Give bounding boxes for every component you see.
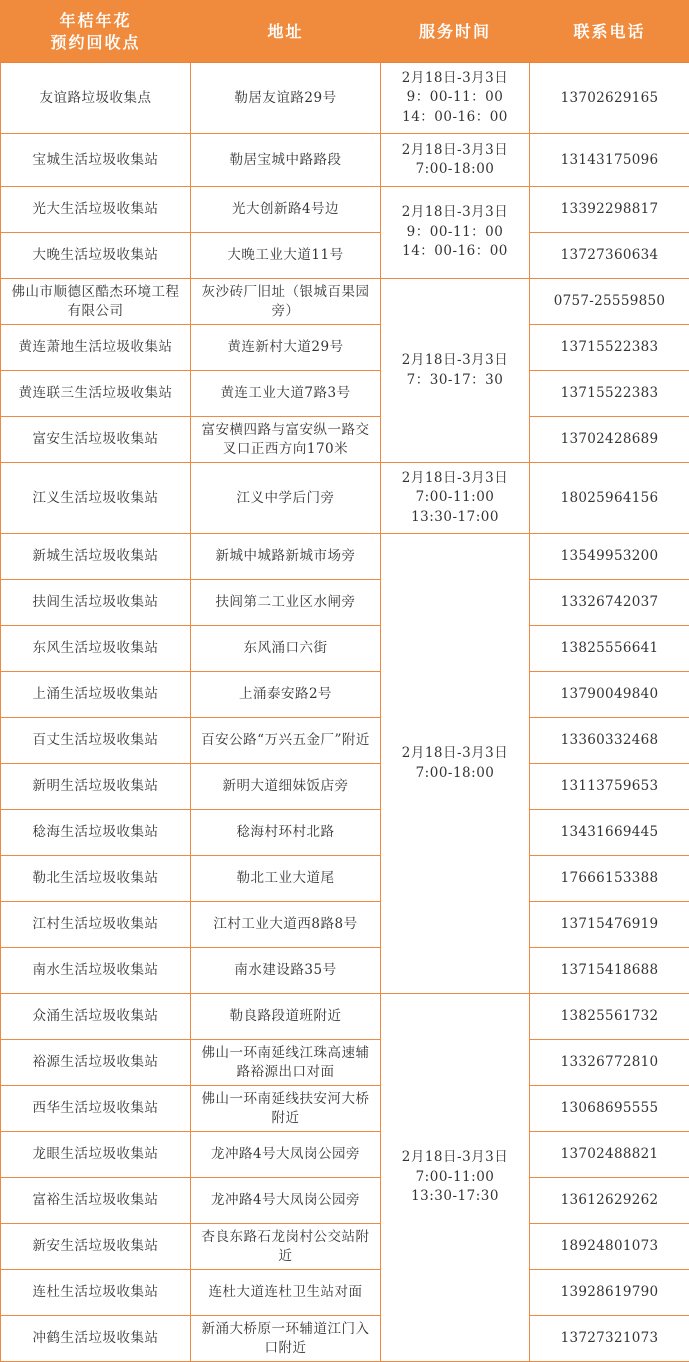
point-address: 勒良路段道班附近 xyxy=(191,994,381,1040)
phone-number: 13360332468 xyxy=(530,718,689,764)
table-row xyxy=(1,718,689,764)
point-address: 佛山一环南延线江珠高速辅路裕源出口对面 xyxy=(191,1040,381,1086)
service-time: 2月18日-3月3日 7:00-11:00 13:30-17:30 xyxy=(381,994,530,1362)
point-name: 东风生活垃圾收集站 xyxy=(1,626,191,672)
table-row xyxy=(1,580,689,626)
point-address: 江村工业大道西8路8号 xyxy=(191,902,381,948)
point-name: 西华生活垃圾收集站 xyxy=(1,1086,191,1132)
point-address: 新城中城路新城市场旁 xyxy=(191,534,381,580)
point-address: 勒北工业大道尾 xyxy=(191,856,381,902)
phone-number: 13715418688 xyxy=(530,948,689,994)
table-row xyxy=(1,134,689,187)
phone-number: 13715476919 xyxy=(530,902,689,948)
table-row xyxy=(1,1270,689,1316)
phone-number: 13326742037 xyxy=(530,580,689,626)
point-address: 东风涌口六街 xyxy=(191,626,381,672)
point-name: 扶闾生活垃圾收集站 xyxy=(1,580,191,626)
point-address: 黄连新村大道29号 xyxy=(191,325,381,371)
point-address: 新明大道细妹饭店旁 xyxy=(191,764,381,810)
point-address: 勒居宝城中路路段 xyxy=(191,134,381,187)
phone-number: 13727321073 xyxy=(530,1316,689,1362)
phone-number: 13702488821 xyxy=(530,1132,689,1178)
table-row xyxy=(1,1086,689,1132)
table-row xyxy=(1,994,689,1040)
point-address: 龙冲路4号大凤岗公园旁 xyxy=(191,1132,381,1178)
service-time: 2月18日-3月3日 9：00-11：00 14：00-16：00 xyxy=(381,63,530,134)
phone-number: 18025964156 xyxy=(530,463,689,534)
point-name: 大晚生活垃圾收集站 xyxy=(1,233,191,279)
phone-number: 13715522383 xyxy=(530,371,689,417)
point-name: 江村生活垃圾收集站 xyxy=(1,902,191,948)
phone-number: 13143175096 xyxy=(530,134,689,187)
service-time: 2月18日-3月3日 7:00-18:00 xyxy=(381,134,530,187)
point-address: 大晚工业大道11号 xyxy=(191,233,381,279)
table-row xyxy=(1,1178,689,1224)
point-address: 杏良东路石龙岗村公交站附近 xyxy=(191,1224,381,1270)
point-name: 新明生活垃圾收集站 xyxy=(1,764,191,810)
point-address: 佛山一环南延线扶安河大桥附近 xyxy=(191,1086,381,1132)
phone-number: 18924801073 xyxy=(530,1224,689,1270)
table-row xyxy=(1,626,689,672)
table-row xyxy=(1,233,689,279)
phone-number: 13928619790 xyxy=(530,1270,689,1316)
point-address: 龙冲路4号大凤岗公园旁 xyxy=(191,1178,381,1224)
point-name: 稔海生活垃圾收集站 xyxy=(1,810,191,856)
point-name: 百丈生活垃圾收集站 xyxy=(1,718,191,764)
point-name: 宝城生活垃圾收集站 xyxy=(1,134,191,187)
point-address: 富安横四路与富安纵一路交叉口正西方向170米 xyxy=(191,417,381,463)
phone-number: 13113759653 xyxy=(530,764,689,810)
table-row xyxy=(1,948,689,994)
point-name: 黄连萧地生活垃圾收集站 xyxy=(1,325,191,371)
point-name: 光大生活垃圾收集站 xyxy=(1,187,191,233)
point-name: 南水生活垃圾收集站 xyxy=(1,948,191,994)
phone-number: 13790049840 xyxy=(530,672,689,718)
table-row xyxy=(1,325,689,371)
header-service-time: 服务时间 xyxy=(381,1,530,63)
phone-number: 13702629165 xyxy=(530,63,689,134)
phone-number: 13068695555 xyxy=(530,1086,689,1132)
point-name: 富裕生活垃圾收集站 xyxy=(1,1178,191,1224)
point-address: 新涌大桥原一环辅道江门入口附近 xyxy=(191,1316,381,1362)
table-row xyxy=(1,1316,689,1362)
point-name: 冲鹤生活垃圾收集站 xyxy=(1,1316,191,1362)
point-name: 新城生活垃圾收集站 xyxy=(1,534,191,580)
point-name: 友谊路垃圾收集点 xyxy=(1,63,191,134)
phone-number: 13715522383 xyxy=(530,325,689,371)
phone-number: 13702428689 xyxy=(530,417,689,463)
point-name: 富安生活垃圾收集站 xyxy=(1,417,191,463)
table-row xyxy=(1,1132,689,1178)
table-row xyxy=(1,810,689,856)
phone-number: 13612629262 xyxy=(530,1178,689,1224)
point-address: 南水建设路35号 xyxy=(191,948,381,994)
point-name: 勒北生活垃圾收集站 xyxy=(1,856,191,902)
point-name: 江义生活垃圾收集站 xyxy=(1,463,191,534)
point-address: 光大创新路4号边 xyxy=(191,187,381,233)
phone-number: 13825556641 xyxy=(530,626,689,672)
service-time: 2月18日-3月3日 7:00-11:00 13:30-17:00 xyxy=(381,463,530,534)
table-row xyxy=(1,371,689,417)
phone-number: 13727360634 xyxy=(530,233,689,279)
table-row xyxy=(1,417,689,463)
service-time: 2月18日-3月3日 7：30-17：30 xyxy=(381,279,530,463)
point-address: 黄连工业大道7路3号 xyxy=(191,371,381,417)
point-name: 连杜生活垃圾收集站 xyxy=(1,1270,191,1316)
point-address: 连杜大道连杜卫生站对面 xyxy=(191,1270,381,1316)
table-row xyxy=(1,672,689,718)
header-address: 地址 xyxy=(191,1,381,63)
table-row xyxy=(1,63,689,134)
table-row xyxy=(1,1224,689,1270)
point-address: 上涌泰安路2号 xyxy=(191,672,381,718)
point-address: 勒居友谊路29号 xyxy=(191,63,381,134)
table-header-row xyxy=(1,1,689,63)
point-address: 稔海村环村北路 xyxy=(191,810,381,856)
service-time: 2月18日-3月3日 7:00-18:00 xyxy=(381,534,530,994)
phone-number: 13392298817 xyxy=(530,187,689,233)
header-phone: 联系电话 xyxy=(530,1,689,63)
phone-number: 13825561732 xyxy=(530,994,689,1040)
point-name: 上涌生活垃圾收集站 xyxy=(1,672,191,718)
table-row xyxy=(1,1040,689,1086)
phone-number: 0757-25559850 xyxy=(530,279,689,325)
point-name: 新安生活垃圾收集站 xyxy=(1,1224,191,1270)
table-row xyxy=(1,534,689,580)
point-address: 江义中学后门旁 xyxy=(191,463,381,534)
point-address: 百安公路“万兴五金厂”附近 xyxy=(191,718,381,764)
table-row xyxy=(1,902,689,948)
point-name: 佛山市顺德区酷杰环境工程有限公司 xyxy=(1,279,191,325)
point-address: 扶闾第二工业区水闸旁 xyxy=(191,580,381,626)
table-row xyxy=(1,856,689,902)
table-row xyxy=(1,279,689,325)
point-name: 裕源生活垃圾收集站 xyxy=(1,1040,191,1086)
table-row xyxy=(1,187,689,233)
point-address: 灰沙砖厂旧址（银城百果园旁） xyxy=(191,279,381,325)
point-name: 黄连联三生活垃圾收集站 xyxy=(1,371,191,417)
phone-number: 13431669445 xyxy=(530,810,689,856)
table-row xyxy=(1,463,689,534)
phone-number: 13549953200 xyxy=(530,534,689,580)
header-name: 年桔年花 预约回收点 xyxy=(1,1,191,63)
table-row xyxy=(1,764,689,810)
point-name: 龙眼生活垃圾收集站 xyxy=(1,1132,191,1178)
phone-number: 13326772810 xyxy=(530,1040,689,1086)
phone-number: 17666153388 xyxy=(530,856,689,902)
service-time: 2月18日-3月3日 9：00-11：00 14：00-16：00 xyxy=(381,187,530,279)
point-name: 众涌生活垃圾收集站 xyxy=(1,994,191,1040)
